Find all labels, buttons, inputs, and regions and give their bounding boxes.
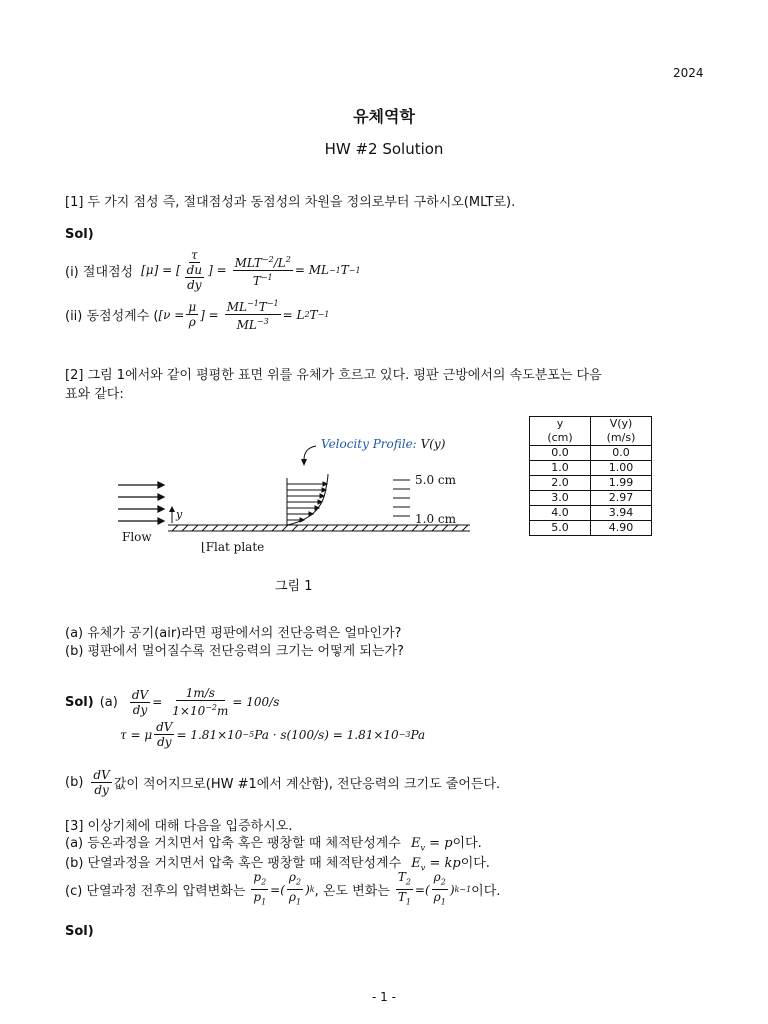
flat-plate-text: Flat plate — [205, 540, 265, 554]
table-header-row — [530, 417, 652, 432]
figure-caption: 그림 1 — [275, 579, 313, 594]
q3-b-end: 이다. — [460, 856, 490, 871]
velocity-table — [529, 416, 652, 536]
q1-ii-line — [65, 297, 329, 332]
q1-i-line — [65, 248, 361, 292]
flow-arrows — [118, 482, 164, 524]
page-number: - 1 - — [372, 990, 396, 1004]
q2-question-a: (a) 유체가 공기(air)라면 평판에서의 전단응력은 얼마인가? — [65, 626, 402, 641]
table-header-row — [530, 431, 652, 446]
table-cell: 2.97 — [591, 491, 652, 506]
q3-c-end: 이다. — [471, 884, 501, 900]
table-row — [530, 476, 652, 491]
vy-label: V(y) — [420, 437, 446, 451]
q3-sol: Sol) — [65, 924, 94, 939]
dvdy-fraction: $\frac{dV}{dy}$ — [93, 768, 110, 797]
q3-a-line — [65, 832, 482, 853]
table-cell: 5.0 — [530, 521, 591, 536]
course-title: 유체역학 — [353, 107, 415, 126]
q2-sol-line1 — [65, 686, 279, 718]
q3-c-text: (c) 단열과정 전후의 압력변화는 — [65, 884, 246, 900]
q3-c-mid: , 온도 변화는 — [314, 884, 390, 900]
q2-sol: Sol) — [65, 694, 94, 710]
profile-arrows — [287, 474, 328, 525]
flow-label: Flow — [122, 530, 152, 544]
table-header-cell: V(y) — [591, 417, 652, 432]
table-cell: 1.00 — [591, 461, 652, 476]
table-row — [530, 521, 652, 536]
velocity-profile-label — [321, 437, 445, 451]
table-cell: 0.0 — [530, 446, 591, 461]
table-header-cell: y — [530, 417, 591, 432]
q2-sol-b: (b) — [65, 775, 84, 790]
q2-text-line1: [2] 그림 1에서와 같이 평평한 표면 위를 유체가 흐르고 있다. 평판 근방에서의 속도분포는 다음 — [65, 368, 602, 383]
nu-equation: [ν = $\frac{\mu}{\rho}$ ] = $\frac{ML^{-1}T^{-1}}{ML^{-3}}$ = L 2 T −1 — [158, 299, 330, 332]
q2-question-b: (b) 평판에서 멀어질수록 전단응력의 크기는 어떻게 되는가? — [65, 644, 404, 659]
hw-title: HW #2 Solution — [324, 140, 444, 158]
temperature-ratio: $\frac{T_2}{T_1}$ =( $\frac{\rho_2}{\rho_1}$ ) k−1 — [397, 870, 472, 907]
table-row — [530, 506, 652, 521]
q3-c-line — [65, 870, 500, 910]
q2-text-line2: 표와 같다: — [65, 387, 124, 402]
table-row — [530, 461, 652, 476]
label-1cm: 1.0 cm — [415, 512, 456, 526]
table-cell: 1.0 — [530, 461, 591, 476]
table-row — [530, 491, 652, 506]
dvdy-equation: $\frac{dV}{dy}$ = $\frac{1m/s}{1\times 10^{-2}m}$ = 100/s — [131, 686, 280, 718]
q3-a-end: 이다. — [452, 836, 482, 851]
table-cell: 0.0 — [591, 446, 652, 461]
table-cell: 2.0 — [530, 476, 591, 491]
year-label: 2024 — [673, 66, 704, 80]
q2-sol-b-text: 값이 적어지므로(HW #1에서 계산함), 전단응력의 크기도 줄어든다. — [113, 777, 501, 792]
q2-sol-a: (a) — [99, 694, 118, 710]
table-cell: 1.99 — [591, 476, 652, 491]
q3-a-text: (a) 등온과정을 거치면서 압축 혹은 팽창할 때 체적탄성계수 — [65, 836, 401, 851]
table-cell: 4.0 — [530, 506, 591, 521]
pressure-ratio: $\frac{p_2}{p_1}$ =( $\frac{\rho_2}{\rho_1}$ ) k — [253, 870, 315, 907]
mu-equation: [μ] = [ $\frac{\tau}{\frac{du}{dy}}$ ] = $\frac{MLT^{-2}/L^2}{T^{-1}}$ = ML −1 T −1 — [141, 248, 361, 292]
table-header-cell: (cm) — [530, 431, 591, 446]
q2-sol-b-line — [65, 768, 500, 797]
table-row — [530, 446, 652, 461]
flat-plate-bracket: ⌊ — [201, 540, 206, 554]
q1-text: [1] 두 가지 점성 즉, 절대점성과 동점성의 차원을 정의로부터 구하시오(MLT로). — [65, 195, 516, 210]
table-cell: 3.94 — [591, 506, 652, 521]
ev-adiabatic: $E_v$ = kp — [411, 856, 461, 873]
flat-plate-label — [201, 540, 264, 554]
q1-sol: Sol) — [65, 227, 94, 242]
velocity-profile-text: Velocity Profile: — [321, 437, 417, 451]
y-axis-label: y — [176, 508, 183, 521]
q1-ii-label: (ii) 동점성계수 ( — [65, 309, 159, 324]
table-header-cell: (m/s) — [591, 431, 652, 446]
ev-isothermal: $E_v = p$ — [411, 836, 453, 853]
table-cell: 3.0 — [530, 491, 591, 506]
tau-equation: τ = μ $\frac{dV}{dy}$ = 1.81×10 −5 Pa · s(100/s) = 1.81×10 −3 Pa — [120, 720, 426, 749]
table-cell: 4.90 — [591, 521, 652, 536]
q3-b-text: (b) 단열과정을 거치면서 압축 혹은 팽창할 때 체적탄성계수 — [65, 856, 402, 871]
q3-text: [3] 이상기체에 대해 다음을 입증하시오. — [65, 819, 293, 834]
height-ticks — [393, 480, 410, 516]
q1-i-label: (i) 절대점성 — [65, 264, 134, 280]
label-5cm: 5.0 cm — [415, 473, 456, 487]
